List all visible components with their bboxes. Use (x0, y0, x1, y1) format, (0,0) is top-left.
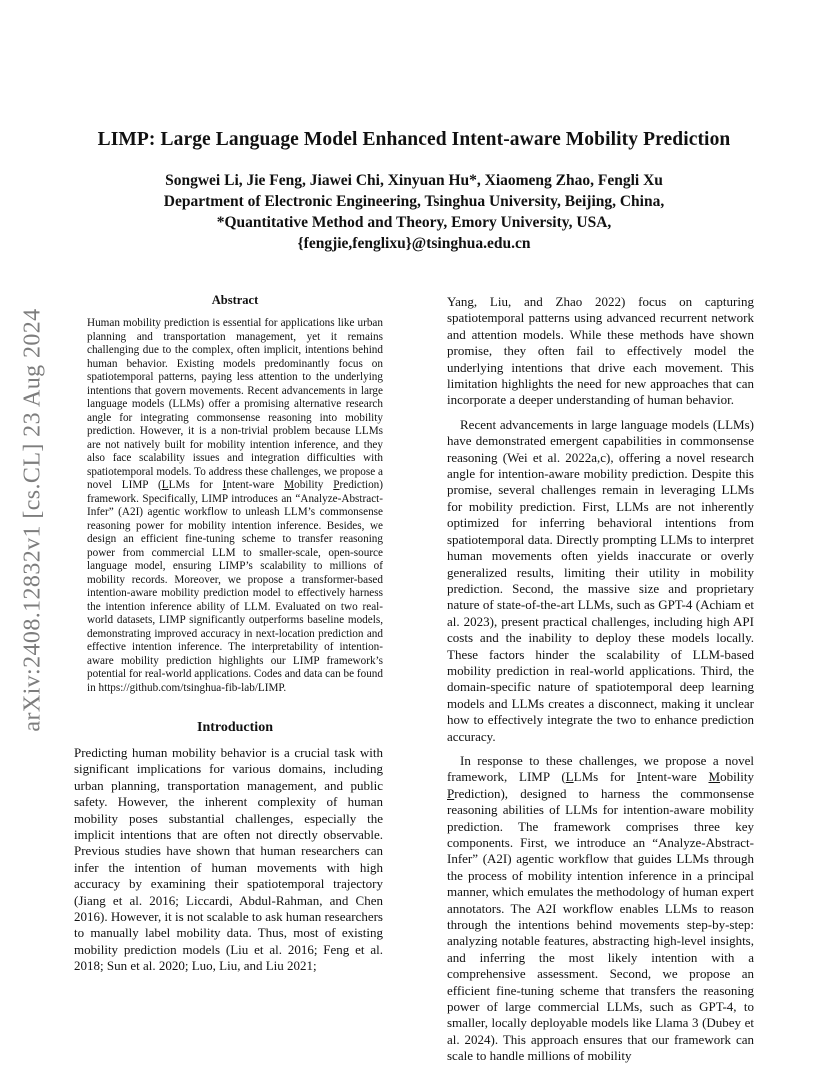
introduction-heading: Introduction (197, 720, 273, 735)
author-block (0, 170, 828, 254)
right-column (447, 294, 754, 1073)
affiliation-emory: *Quantitative Method and Theory, Emory University, USA, (216, 214, 612, 231)
affiliation-tsinghua: Department of Electronic Engineering, Tsinghua University, Beijing, China, (163, 193, 665, 210)
left-column (74, 293, 383, 975)
author-list: Songwei Li, Jie Feng, Jiawei Chi, Xinyuan Hu*, Xiaomeng Zhao, Fengli Xu (165, 172, 663, 189)
intro-paragraph-1: Predicting human mobility behavior is a crucial task with significant implications for various domains, including urban planning, transportation management, and public safety. However, the inherent complexity of human mobility poses substantial challenges, especially the implicit intentions that are often not directly observable. Previous studies have shown that human researchers can infer the intention of human movements with high accuracy by examining their spatiotemporal trajectory (Jiang et al. 2016; Liccardi, Abdul-Rahman, and Chen 2016). However, it is not scalable to ask human researchers to manually label mobility data. Thus, most of existing mobility prediction models (Liu et al. 2016; Feng et al. 2018; Sun et al. 2020; Luo, Liu, and Liu 2021; (74, 745, 383, 974)
intro-paragraph-2: Recent advancements in large language models (LLMs) have demonstrated emergent capabilities in commonsense reasoning (Wei et al. 2022a,c), offering a novel research angle for intention-aware mobility prediction. Despite this promise, several challenges remain in leveraging LLMs for mobility prediction. First, LLMs are not inherently optimized for inferring behavioral intentions from spatiotemporal data. Directly prompting LLMs to interpret human movements often yields inaccurate or overly generalized results, limiting their utility in mobility prediction. Second, the massive size and proprietary nature of state-of-the-art LLMs, such as GPT-4 (Achiam et al. 2023), present practical challenges, including high API costs and the inability to deploy these models locally. These factors hinder the scalability of LLM-based mobility prediction in real-world applications. Third, the domain-specific nature of spatiotemporal deep learning models and LLMs creates a disconnect, making it unclear how to effectively integrate the two to enhance prediction accuracy. (447, 416, 754, 744)
abstract-heading: Abstract (211, 293, 259, 307)
author-emails: {fengjie,fenglixu}@tsinghua.edu.cn (297, 235, 531, 252)
arxiv-identifier: arXiv:2408.12832v1 [cs.CL] 23 Aug 2024 (19, 308, 46, 732)
arxiv-sidebar (16, 285, 50, 755)
intro-paragraph-3: In response to these challenges, we propose a novel framework, LIMP (LLMs for Intent-ware Mobility Prediction), designed to harness the commonsense reasoning abilities of LLMs for intention-aware mobility prediction. The framework comprises three key components. First, we introduce an “Analyze-Abstract-Infer” (A2I) agentic workflow that guides LLMs through the process of mobility intention inference in a principal manner, which emulates the methodology of human expert annotators. The A2I workflow enables LLMs to reason through the intentions behind movements step-by-step: analyzing notable features, abstracting high-level insights, and inferring the most likely intention with a comprehensive assessment. Second, we propose an efficient fine-tuning scheme that transfers the reasoning power of large commercial LLMs, such as GPT-4, to smaller, locally deployable models like Llama 3 (Dubey et al. 2024). This approach ensures that our framework can scale to handle millions of mobility (447, 752, 755, 1064)
paper-title: LIMP: Large Language Model Enhanced Intent-aware Mobility Prediction (97, 129, 731, 150)
abstract-text: Human mobility prediction is essential for applications like urban planning and transportation management, yet it remains challenging due to the complex, often implicit, intentions behind human behavior. Existing models predominantly focus on spatiotemporal patterns, paying less attention to the underlying intentions that govern movements. Recent advancements in large language models (LLMs) offer a promising alternative research angle for integrating commonsense reasoning into mobility prediction. However, it is a non-trivial problem because LLMs are not natively built for mobility intention inference, and they also face scalability issues and integration difficulties with spatiotemporal models. To address these challenges, we propose a novel LIMP (LLMs for Intent-ware Mobility Prediction) framework. Specifically, LIMP introduces an “Analyze-Abstract-Infer” (A2I) agentic workflow to unleash LLM’s commonsense reasoning power for mobility intention inference. Besides, we design an efficient fine-tuning scheme to transfer reasoning power from commercial LLM to smaller-scale, open-source language model, ensuring LIMP’s scalability to millions of mobility records. Moreover, we propose a transformer-based intention-aware mobility prediction model to effectively harness the intention inference ability of LLM. Evaluated on two real-world datasets, LIMP significantly outperforms baseline models, demonstrating improved accuracy in next-location prediction and effective intention inference. The interpretability of intention-aware mobility prediction highlights our LIMP framework’s potential for real-world applications. Codes and data can be found in https://github.com/tsinghua-fib-lab/LIMP. (87, 317, 383, 694)
intro-paragraph-1-continued: Yang, Liu, and Zhao 2022) focus on capturing spatiotemporal patterns using advanced recurrent network and attention models. While these methods have shown promise, they often fail to effectively model the underlying intentions that drive each movement. This limitation highlights the need for new approaches that can incorporate a deeper understanding of human behavior. (447, 294, 754, 408)
